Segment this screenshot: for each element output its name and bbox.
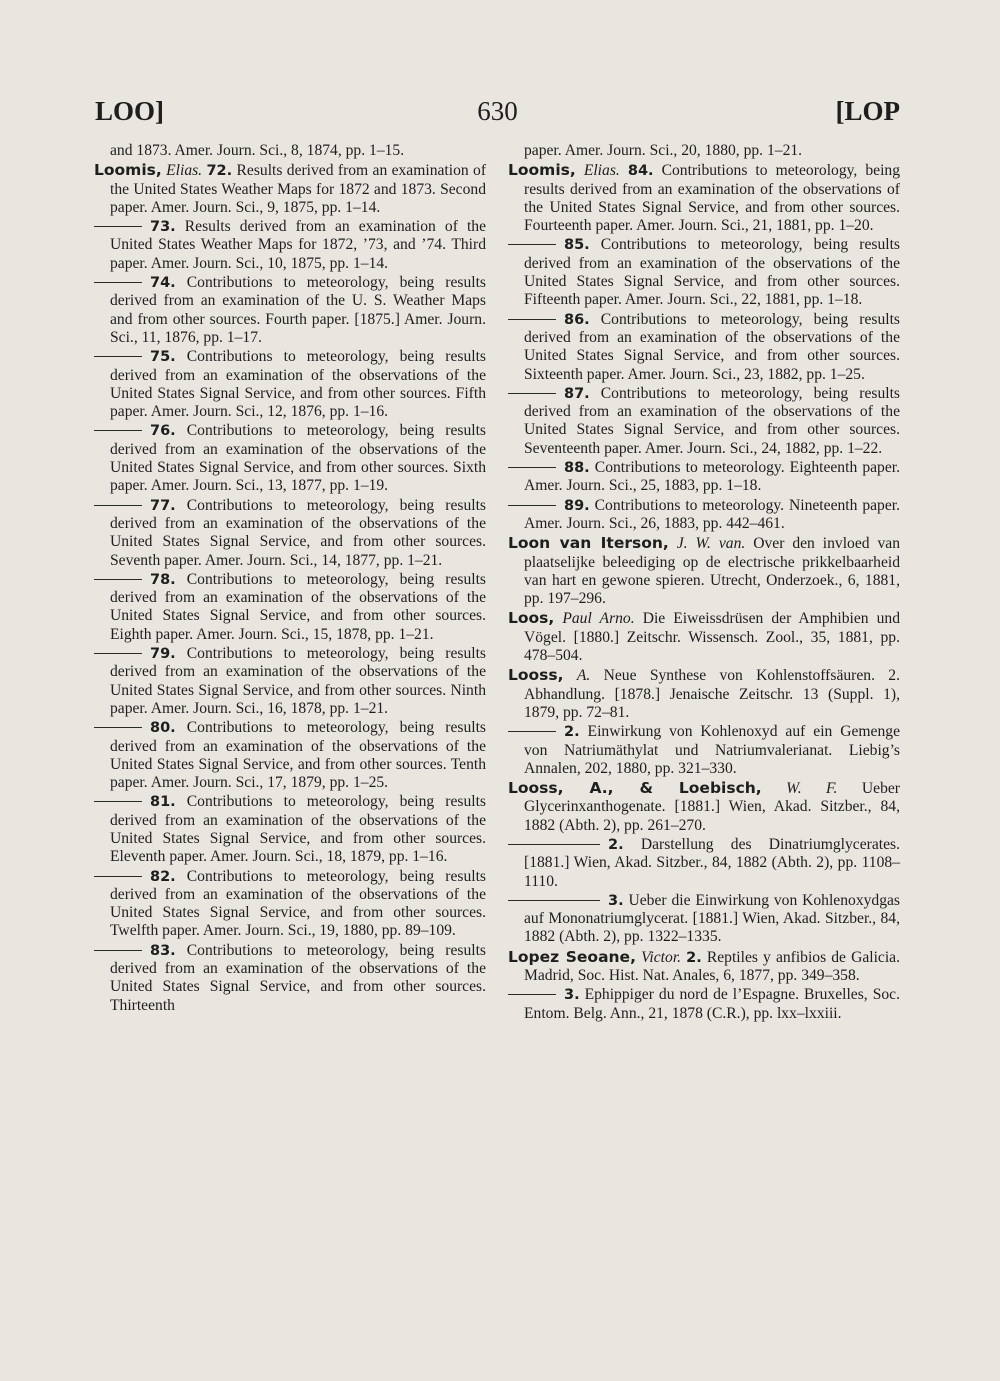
entry-text: Contributions to meteorology, being results derived from an examination of the U. S. Weather Maps and from other sources. Fourth paper. [1875.] Amer. Journ. Sci., 11, 1876, pp. 1–17. — [110, 274, 486, 346]
bibliography-entry — [94, 348, 486, 421]
author-forename: A. — [576, 667, 591, 685]
entry-text: Results derived from an examination of the United States Weather Maps for 1872 and 1873. Second paper. Amer. Journ. Sci., 9, 1875, pp. 1–14. — [110, 162, 487, 216]
bibliography-entry — [94, 142, 486, 160]
bibliography-entry — [94, 868, 486, 941]
ditto-dash — [508, 505, 556, 506]
entry-text: Contributions to meteorology, being results derived from an examination of the observations of the United States Signal Service, and from other sources. Seventeenth paper. Amer. Journ. Sci., 24, 1882, pp. 1–22. — [524, 384, 900, 457]
entry-text: Contributions to meteorology, being results derived from an examination of the observations of the United States Signal Service, and from other sources. Sixteenth paper. Amer. Journ. Sci., 23, 1882, pp. 1–25. — [524, 310, 900, 383]
entry-text: Ueber die Einwirkung von Kohlenoxydgas auf Mononatriumglycerat. [1881.] Wien, Akad. Sitzber., 84, 1882 (Abth. 2), pp. 1322–1335. — [524, 891, 900, 946]
entry-text: Contributions to meteorology, being results derived from an examination of the observations of the United States Signal Service, and from other sources. Eighth paper. Amer. Journ. Sci., 15, 1878, pp. 1–21. — [110, 570, 486, 643]
bibliography-entry — [94, 422, 486, 495]
entry-text: Contributions to meteorology, being results derived from an examination of the observations of the United States Signal Service, and from other sources. Tenth paper. Amer. Journ. Sci., 17, 1879, pp. 1–25. — [110, 719, 486, 792]
entry-text: Contributions to meteorology, being results derived from an examination of the observations of the United States Signal Service, and from other sources. Fifteenth paper. Amer. Journ. Sci., 22, 1881, pp. 1–18. — [524, 236, 900, 309]
bibliography-entry — [94, 218, 486, 273]
ditto-dash — [94, 727, 142, 728]
entry-text: and 1873. Amer. Journ. Sci., 8, 1874, pp. 1–15. — [110, 142, 405, 159]
ditto-dash — [508, 994, 556, 995]
bibliography-entry — [508, 459, 900, 496]
bibliography-entry — [508, 534, 900, 608]
entry-number: 2. — [686, 949, 702, 966]
ditto-dash — [508, 393, 556, 394]
bibliography-entry — [94, 274, 486, 347]
author-name: Lopez Seoane, — [508, 947, 636, 966]
entry-number: 88. — [564, 460, 590, 477]
entry-number: 79. — [150, 646, 176, 663]
entry-number: 82. — [150, 868, 176, 885]
bibliography-entry — [508, 723, 900, 778]
ditto-dash — [94, 505, 142, 506]
bibliography-entry — [94, 793, 486, 866]
bibliography-entry — [508, 779, 900, 835]
author-name: Loomis, — [94, 161, 162, 180]
entry-number: 78. — [150, 571, 176, 588]
bibliography-entry — [508, 385, 900, 458]
entry-text: Contributions to meteorology, being results derived from an examination of the observations of the United States Signal Service, and from other sources. Thirteenth — [110, 941, 486, 1014]
ditto-dash — [94, 876, 142, 877]
ditto-dash — [94, 430, 142, 431]
left-column — [94, 142, 486, 1016]
entry-text: Einwirkung von Kohlenoxyd auf ein Gemenge von Natriumäthylat und Natriumvalerianat. Liebig’s Annalen, 202, 1880, pp. 321–330. — [524, 723, 900, 777]
author-name: Looss, — [508, 666, 564, 685]
entry-number: 87. — [564, 385, 590, 402]
ditto-dash — [508, 467, 556, 468]
bibliography-entry — [94, 571, 486, 644]
entry-number: 77. — [150, 497, 176, 514]
entry-number: 2. — [564, 724, 580, 741]
bibliography-entry — [94, 161, 486, 217]
entry-number: 3. — [564, 987, 580, 1004]
entry-number: 81. — [150, 794, 176, 811]
author-forename: Elias. — [166, 162, 203, 180]
entry-text: Darstellung des Dinatriumglycerates. [1881.] Wien, Akad. Sitzber., 84, 1882 (Abth. 2), pp. 1108–1110. — [524, 835, 900, 890]
entry-number: 3. — [608, 892, 624, 909]
entry-number: 85. — [564, 237, 590, 254]
bibliography-entry — [94, 942, 486, 1015]
ditto-dash — [94, 579, 142, 580]
ditto-dash — [94, 282, 142, 283]
entry-number: 75. — [150, 349, 176, 366]
entry-text: Reptiles y anfibios de Galicia. Madrid, Soc. Hist. Nat. Anales, 6, 1877, pp. 349–358. — [524, 948, 900, 985]
entry-number: 73. — [150, 219, 176, 236]
author-name: Loon van Iterson, — [508, 534, 669, 553]
author-forename: Elias. — [583, 162, 620, 180]
bibliography-entry — [94, 497, 486, 570]
entry-number: 86. — [564, 311, 590, 328]
entry-text: Contributions to meteorology. Eighteenth paper. Amer. Journ. Sci., 25, 1883, pp. 1–18. — [524, 459, 900, 495]
bibliography-entry — [508, 609, 900, 665]
ditto-dash — [94, 226, 142, 227]
ditto-dash — [94, 653, 142, 654]
bibliography-entry — [508, 986, 900, 1023]
ditto-dash — [94, 356, 142, 357]
header-left-key: LOO] — [95, 96, 165, 126]
entry-number: 74. — [150, 275, 176, 292]
entry-text: Ephippiger du nord de l’Espagne. Bruxelles, Soc. Entom. Belg. Ann., 21, 1878 (C.R.), pp. lxx–lxxiii. — [524, 986, 900, 1022]
entry-text: Contributions to meteorology, being results derived from an examination of the observations of the United States Signal Service, and from other sources. Ninth paper. Amer. Journ. Sci., 16, 1878, pp. 1–21. — [110, 645, 486, 717]
running-header — [95, 96, 900, 136]
entry-text: Contributions to meteorology, being results derived from an examination of the observations of the United States Signal Service, and from other sources. Twelfth paper. Amer. Journ. Sci., 19, 1880, pp. 89–109. — [110, 867, 486, 940]
ditto-dash — [508, 731, 556, 732]
author-forename: Paul Arno. — [562, 610, 635, 628]
ditto-dash — [508, 900, 600, 901]
entry-number: 83. — [150, 942, 176, 959]
entry-number: 80. — [150, 720, 176, 737]
page-number: 630 — [477, 96, 518, 126]
bibliography-entry — [508, 311, 900, 384]
entry-text: Results derived from an examination of the United States Weather Maps for 1872, ’73, and ’74. Third paper. Amer. Journ. Sci., 10, 1875, pp. 1–14. — [110, 218, 487, 272]
ditto-dash — [508, 319, 556, 320]
entry-text: Contributions to meteorology, being results derived from an examination of the observations of the United States Signal Service, and from other sources. Fourteenth paper. Amer. Journ. Sci., 21, 1881, pp. 1–20. — [524, 162, 901, 235]
bibliography-entry — [508, 161, 900, 235]
entry-number: 2. — [608, 836, 624, 853]
bibliography-entry — [508, 892, 900, 947]
author-forename: J. W. van. — [676, 535, 746, 553]
bibliography-entry — [508, 948, 900, 986]
right-column — [508, 142, 900, 1024]
bibliography-entry — [94, 719, 486, 792]
author-name: Looss, A., & Loebisch, — [508, 779, 762, 798]
entry-text: Over den invloed van plaatselijke beleediging op de electrische prikkelbaarheid van hart en gewone spieren. Utrecht, Onderzoek., 6, 1881, pp. 197–296. — [524, 535, 900, 608]
entry-number: 72. — [206, 163, 233, 180]
bibliography-entry — [508, 236, 900, 309]
entry-text: Neue Synthese von Kohlenstoffsäuren. 2. Abhandlung. [1878.] Jenaische Zeitschr. 13 (Suppl. 1), 1879, pp. 72–81. — [524, 667, 900, 721]
ditto-dash — [508, 844, 600, 845]
entry-text: Contributions to meteorology, being results derived from an examination of the observations of the United States Signal Service, and from other sources. Fifth paper. Amer. Journ. Sci., 12, 1876, pp. 1–16. — [110, 348, 486, 421]
ditto-dash — [508, 244, 556, 245]
author-name: Loomis, — [508, 161, 576, 180]
ditto-dash — [94, 950, 142, 951]
entry-text: paper. Amer. Journ. Sci., 20, 1880, pp. 1–21. — [524, 142, 803, 159]
ditto-dash — [94, 801, 142, 802]
header-right-key: [LOP — [835, 96, 900, 126]
bibliography-entry — [508, 836, 900, 891]
author-forename: W. F. — [786, 780, 838, 798]
bibliography-entry — [508, 142, 900, 160]
author-name: Loos, — [508, 609, 555, 628]
entry-text: Contributions to meteorology, being results derived from an examination of the observations of the United States Signal Service, and from other sources. Seventh paper. Amer. Journ. Sci., 14, 1877, pp. 1–21. — [110, 496, 486, 569]
entry-text: Die Eiweissdrüsen der Amphibien und Vögel. [1880.] Zeitschr. Wissensch. Zool., 35, 1881, pp. 478–504. — [524, 610, 901, 665]
bibliography-entry — [508, 497, 900, 534]
entry-text: Contributions to meteorology, being results derived from an examination of the observations of the United States Signal Service, and from other sources. Sixth paper. Amer. Journ. Sci., 13, 1877, pp. 1–19. — [110, 422, 486, 495]
entry-text: Ueber Glycerinxanthogenate. [1881.] Wien, Akad. Sitzber., 84, 1882 (Abth. 2), pp. 261–270. — [524, 780, 900, 834]
bibliography-entry — [508, 666, 900, 722]
bibliography-entry — [94, 645, 486, 718]
entry-number: 76. — [150, 423, 176, 440]
author-forename: Victor. — [641, 948, 682, 966]
entry-text: Contributions to meteorology. Nineteenth paper. Amer. Journ. Sci., 26, 1883, pp. 442–461. — [524, 496, 901, 532]
entry-text: Contributions to meteorology, being results derived from an examination of the observations of the United States Signal Service, and from other sources. Eleventh paper. Amer. Journ. Sci., 18, 1879, pp. 1–16. — [110, 793, 486, 866]
entry-number: 84. — [627, 163, 654, 180]
entry-number: 89. — [564, 497, 590, 514]
